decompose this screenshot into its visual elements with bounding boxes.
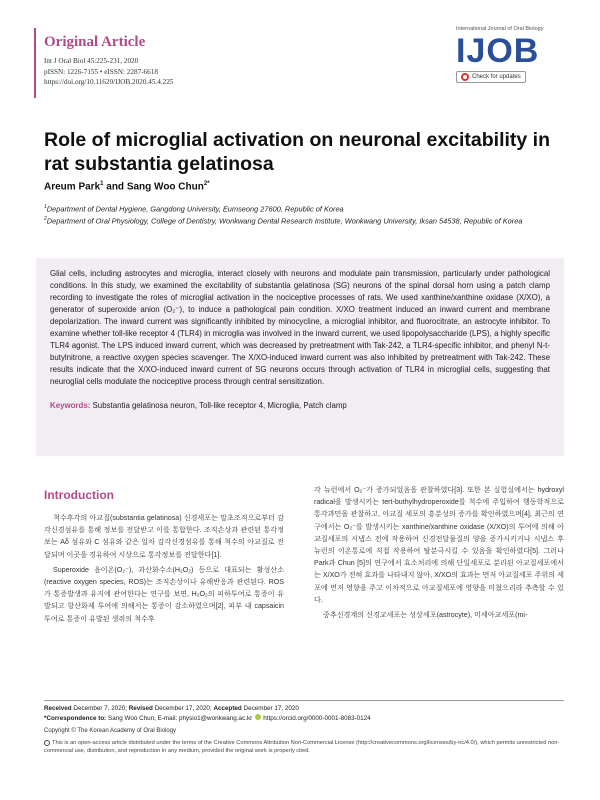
copyright: Copyright © The Korean Academy of Oral Biology (44, 728, 177, 734)
body-paragraph: 척수후각의 아교질(substantia gelatinosa) 신경세포는 말초조직으로부터 감각신경섬유를 통해 정보를 전달받고 이를 통합한다. 조직손상과 관련된 통각정보는 Aδ 섬유와 C 섬유와 같은 일차 감각신경섬유를 통해 척수의 아교질로 전달되며 이곳을 경유하여 시상으로 통각정보를 전달한다[1]. (44, 514, 284, 559)
orcid-icon (255, 714, 261, 720)
doi-link[interactable]: https://doi.org/10.11620/IJOB.2020.45.4.225 (44, 78, 174, 86)
cc-icon (44, 740, 50, 746)
keywords-label: Keywords: (50, 401, 91, 410)
journal-name: International Journal of Oral Biology (456, 26, 544, 32)
section-heading: Introduction (44, 488, 114, 502)
article-type: Original Article (44, 34, 146, 50)
body-column-right (314, 484, 564, 621)
history-dates: Received December 7, 2020; Revised December 17, 2020; Accepted December 17, 2020 (44, 705, 299, 712)
body-paragraph: 각 뉴런에서 O₂⁻가 증가되었음을 관찰하였다[3]. 또한 본 실험실에서는 hydroxyl radical을 발생시키는 tert-buthylhydroperoxide를 척수에 주입하여 행동학적으로 통각과민을 관찰하고, 아교질 세포의 흥분성의 증가를 확인하였으며[4], 최근의 연구에서는 O₂⁻를 발생시키는 xanthine/xanthine oxidase (X/XO)의 투여에 의해 아교질세포의 시냅스 전에 작용하여 신경전달물질의 양을 증가시키거나 시냅스 후 뉴런의 이온통로에 직접 작용하여 탈분극시킬 수 있음을 확인하였다[5]. 그러나 Park과 Chun [5]의 연구에서 효소처리에 의해 단일세포로 분리된 아교질세포에서는 X/XO가 전혀 효과를 나타내지 않아, X/XO의 효과는 먼저 아교질세포 주위의 세포에 먼저 영향을 주고 이차적으로 아교질세포에 영향을 미쳤으리라 추측할 수 있다. (314, 486, 564, 604)
accent-bar (34, 28, 36, 98)
abstract-box (36, 258, 564, 456)
check-updates-label: Check for updates (472, 74, 521, 80)
keywords-list: Substantia gelatinosa neuron, Toll-like receptor 4, Microglia, Patch clamp (92, 401, 347, 410)
license-text: This is an open-access article distributed under the terms of the Creative Commons Attribution Non-Commercial License (http://creativecommons.org/licenses/by-nc/4.0/), which permits unrestricted non-commercial use, distribution, and reproduction in any medium, provided the original work is properly cited. (44, 740, 560, 755)
keywords (50, 401, 550, 410)
author-affil-mark: 1 (100, 181, 104, 187)
body-paragraph: 중추신경계의 신경교세포는 성상세포(astrocyte), 미세아교세포(mi- (323, 611, 528, 620)
journal-logo-block (456, 26, 566, 86)
journal-logo: IJOB (456, 32, 540, 70)
citation: Int J Oral Biol 45:225-231, 2020 (44, 57, 139, 65)
author-affil-mark: 2* (203, 181, 210, 187)
article-footer (44, 700, 564, 755)
author-name: Areum Park (44, 181, 101, 193)
author-conjunction: and (103, 181, 127, 193)
author-list (44, 181, 210, 192)
body-column-left (44, 488, 284, 625)
issn: pISSN: 1226-7155 • eISSN: 2287-6618 (44, 67, 158, 76)
author-name: Sang Woo Chun (126, 181, 204, 193)
affiliations (44, 202, 564, 227)
affiliation-item: $^1$Department of Dental Hygiene, Gangdong University, Eumseong 27600, Republic of Korea (44, 204, 344, 214)
abstract-text: Glial cells, including astrocytes and microglia, interact closely with neurons and modulate pain transmission, particularly under pathological conditions. In this study, we examined the excitability of substantia gelatinosa (SG) neurons of the spinal dorsal horn using a patch clamp recording to investigate the roles of microglial activation in the nociceptive processes of rats. We used xanthine/xanthine oxidase (X/XO), a generator of superoxide anion (O₂⁻), to induce a pathological pain condition. X/XO treatment induced an inward current and membrane depolarization. The inward current was significantly inhibited by minocycline, a microglial inhibitor, and fluorocitrate, an astrocyte inhibitor. To examine whether toll-like receptor 4 (TLR4) in microglia was involved in the inward current, we used lipopolysaccharide (LPS), a highly specific TLR4 agonist. The LPS induced inward current, which was decreased by pretreatment with Tak-242, a TLR4-specific inhibitor, and phenyl N-t-butylnitrone, a reactive oxygen species scavenger. The X/XO-induced inward current was also inhibited by pretreatment with Tak-242. These results indicate that the X/XO-induced inward current of SG neurons occurs through activation of TLR4 in microglial cells, suggesting that neuroglial cells modulate the nociceptive process through central sensitization. (50, 269, 550, 386)
correspondence: *Correspondence to: Sang Woo Chun, E-mail: physio1@wonkwang.ac.kr https://orcid.org/0000-0001-8083-0124 (44, 714, 371, 722)
check-updates-button[interactable] (456, 71, 526, 83)
body-paragraph: Superoxide 음이온(O₂⁻), 과산화수소(H₂O₂) 등으로 대표되는 활성산소(reactive oxygen species, ROS)는 조직손상이나 유해반응과 관련된다. ROS가 통증발생과 유지에 관여한다는 연구를 보면, H₂O₂의 피하투여로 통증이 유발되고 항산화제 투여에 의해서는 통증이 감소하였으며[2], 피부 내 capsaicin 투여로 통증이 유발된 생쥐의 척수후 (44, 565, 284, 623)
article-title: Role of microglial activation on neuronal excitability in rat substantia gelatinosa (44, 129, 551, 175)
crossmark-icon (461, 73, 469, 81)
orcid-link[interactable]: https://orcid.org/0000-0001-8083-0124 (263, 714, 371, 722)
affiliation-item: $^2$Department of Oral Physiology, College of Dentistry, Wonkwang Dental Research Institute, Wonkwang University, Iksan 54538, Republic of Korea (44, 216, 523, 226)
